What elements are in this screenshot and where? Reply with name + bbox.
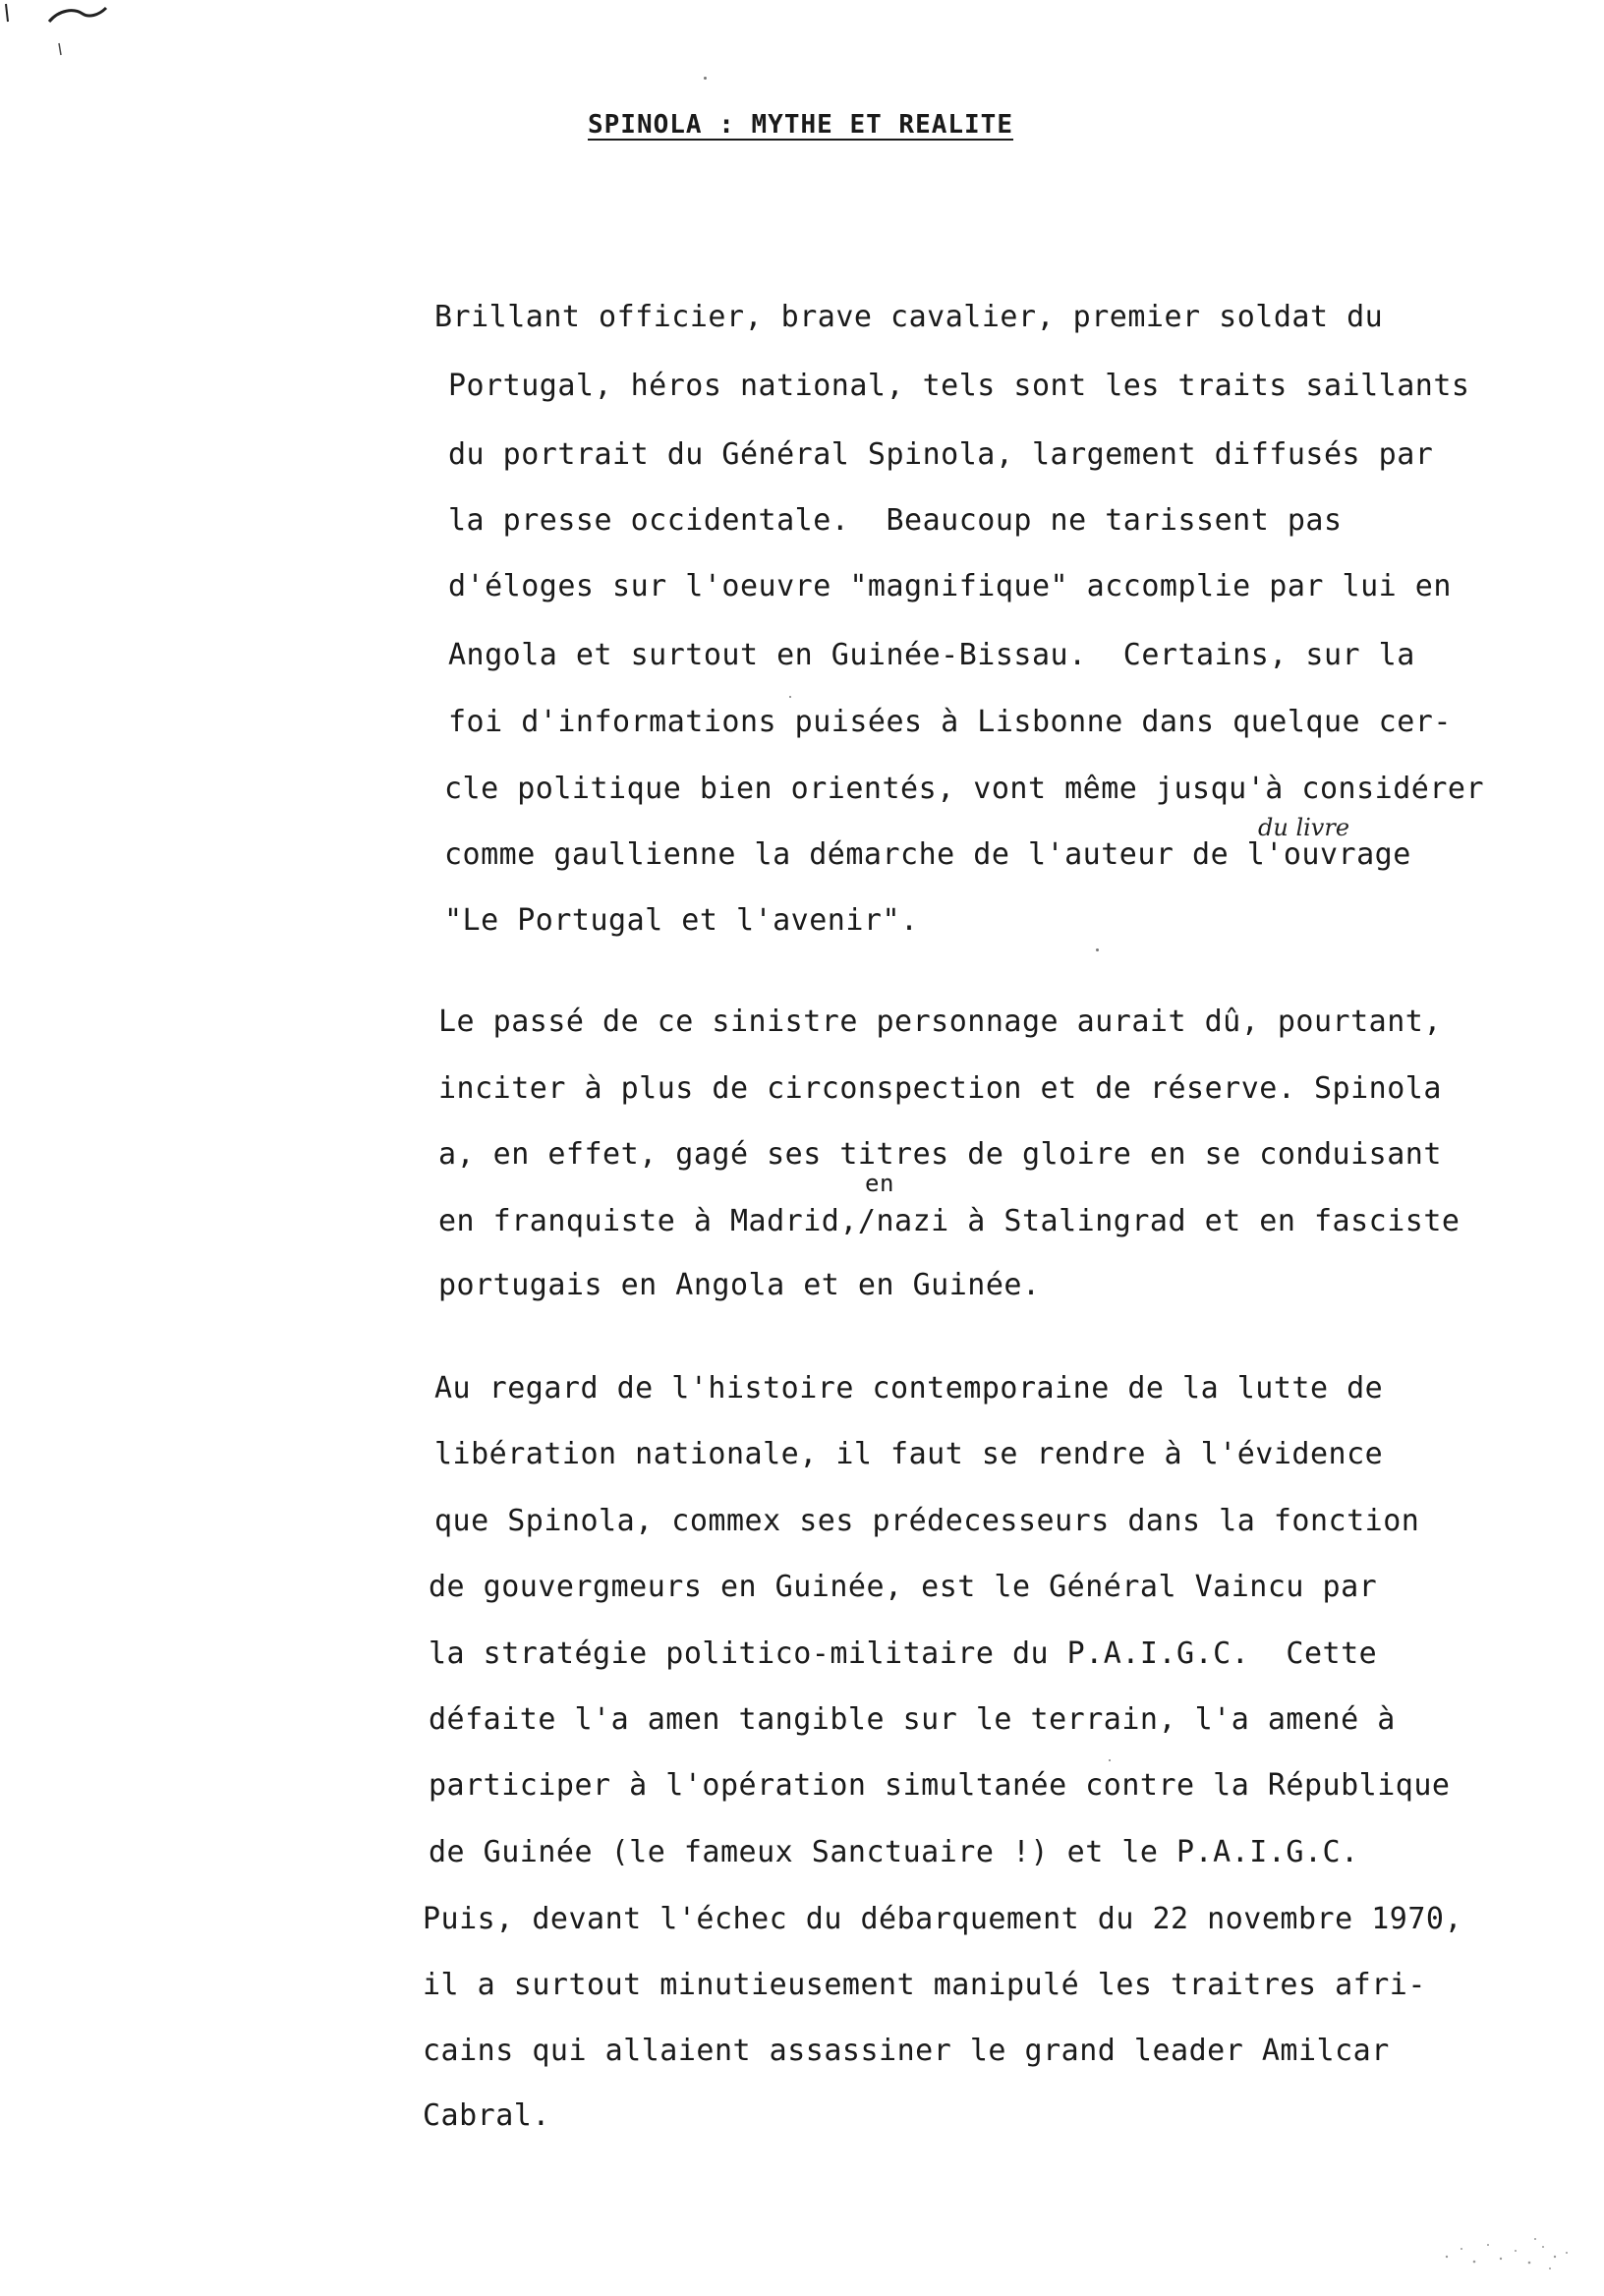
text-line: du portrait du Général Spinola, largement diffusés par xyxy=(448,437,1434,472)
text-line: Le passé de ce sinistre personnage aurait dû, pourtant, xyxy=(438,1004,1442,1039)
text-line: d'éloges sur l'oeuvre "magnifique" accomplie par lui en xyxy=(448,569,1452,603)
text-line: libération nationale, il faut se rendre à l'évidence xyxy=(434,1437,1384,1471)
text-line: il a surtout minutieusement manipulé les traitres afri- xyxy=(423,1968,1426,2002)
text-line: de Guinée (le fameux Sanctuaire !) et le P.A.I.G.C. xyxy=(429,1835,1359,1869)
text-line: Au regard de l'histoire contemporaine de la lutte de xyxy=(434,1371,1384,1406)
text-line: Cabral. xyxy=(423,2098,550,2133)
text-line: en franquiste à Madrid,/nazi à Stalingrad et en fasciste xyxy=(438,1204,1461,1238)
corner-ink-mark xyxy=(0,0,138,59)
paper-speck xyxy=(704,77,707,80)
text-line: cains qui allaient assassiner le grand leader Amilcar xyxy=(423,2034,1390,2068)
text-line: a, en effet, gagé ses titres de gloire en se conduisant xyxy=(438,1137,1442,1172)
text-line: Angola et surtout en Guinée-Bissau. Certains, sur la xyxy=(448,638,1415,672)
handwritten-annotation: du livre xyxy=(1258,814,1350,841)
paper-speck xyxy=(1096,948,1099,951)
text-line: la stratégie politico-militaire du P.A.I.G.C. Cette xyxy=(429,1636,1378,1671)
text-line: inciter à plus de circonspection et de réserve. Spinola xyxy=(438,1071,1442,1106)
text-line: cle politique bien orientés, vont même jusqu'à considérer xyxy=(444,772,1485,806)
text-line: Brillant officier, brave cavalier, premier soldat du xyxy=(434,300,1384,334)
text-line: participer à l'opération simultanée contre la République xyxy=(429,1768,1451,1803)
text-line: que Spinola, commex ses prédecesseurs dans la fonction xyxy=(434,1504,1420,1538)
text-line: Puis, devant l'échec du débarquement du 22 novembre 1970, xyxy=(423,1902,1463,1936)
text-line: de gouvergmeurs en Guinée, est le Général Vaincu par xyxy=(429,1570,1378,1604)
paper-speck xyxy=(789,696,791,698)
text-line: défaite l'a amen tangible sur le terrain, l'a amené à xyxy=(429,1702,1396,1737)
text-line: "Le Portugal et l'avenir". xyxy=(444,903,919,938)
typed-annotation: en xyxy=(865,1170,894,1197)
text-line: comme gaullienne la démarche de l'auteur de l'ouvrage xyxy=(444,837,1411,872)
text-line: foi d'informations puisées à Lisbonne dans quelque cer- xyxy=(448,705,1452,739)
text-line: Portugal, héros national, tels sont les traits saillants xyxy=(448,369,1470,403)
text-line: portugais en Angola et en Guinée. xyxy=(438,1268,1041,1302)
text-line: la presse occidentale. Beaucoup ne tarissent pas xyxy=(448,503,1343,538)
document-title: SPINOLA : MYTHE ET REALITE xyxy=(588,110,1013,140)
paper-speck xyxy=(1109,1759,1111,1761)
scan-noise xyxy=(1427,2227,1575,2276)
